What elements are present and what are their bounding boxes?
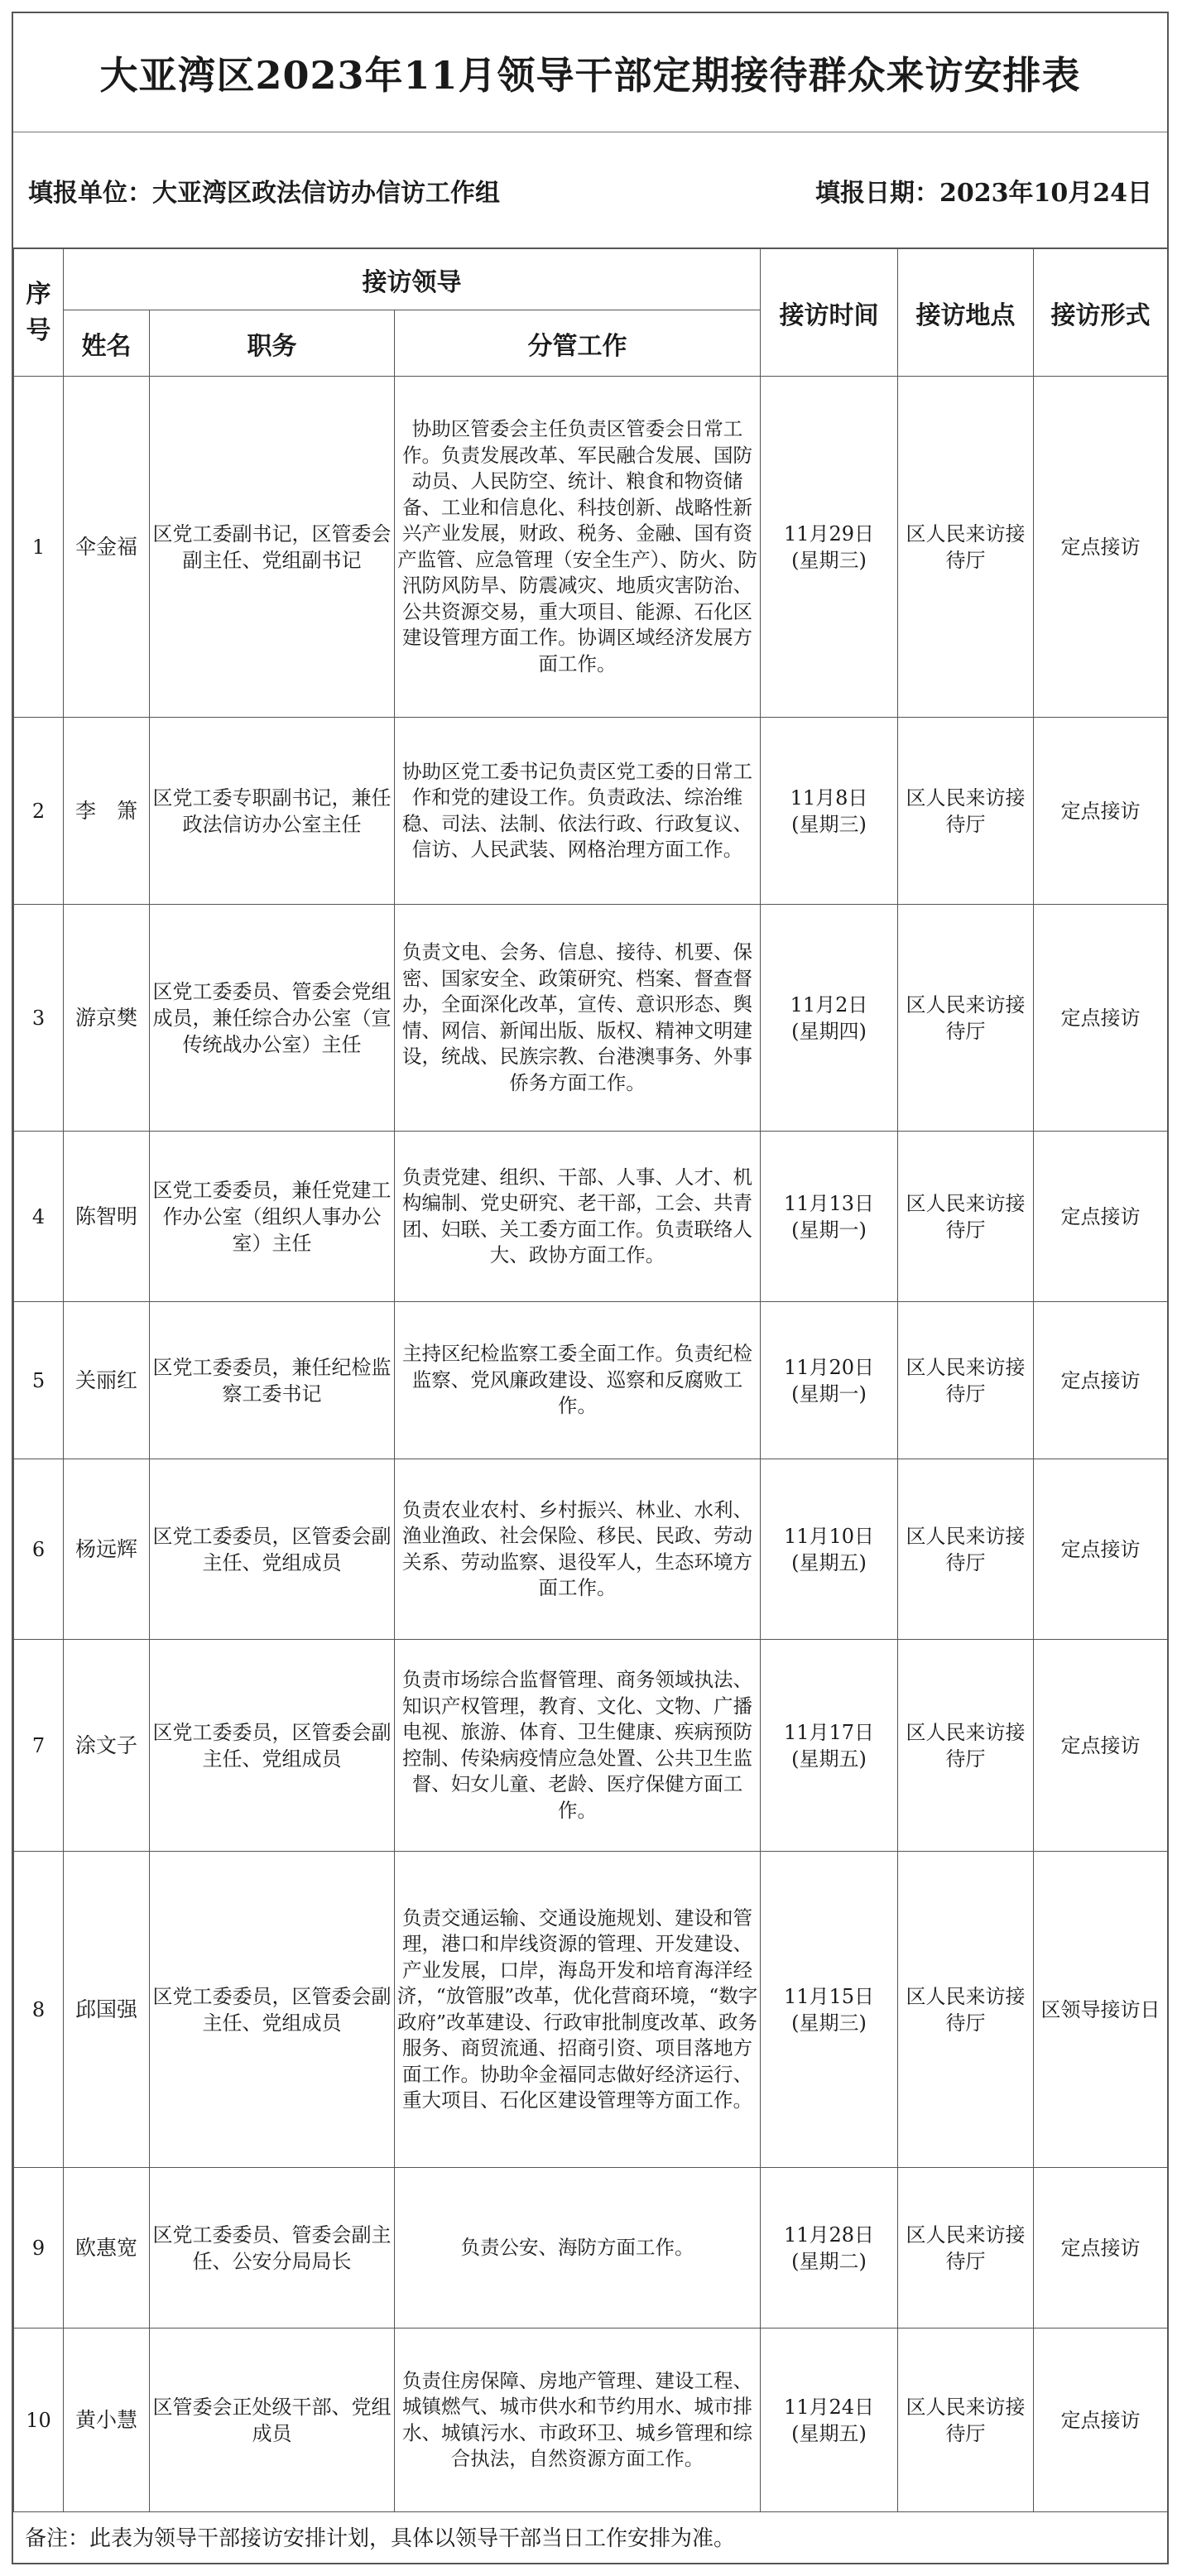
leader-name: 游京樊 bbox=[64, 905, 150, 1132]
visit-time bbox=[761, 1852, 898, 2168]
row-no: 10 bbox=[14, 2328, 64, 2512]
info-bar bbox=[13, 132, 1167, 248]
visit-date: 11月10日 bbox=[783, 1524, 875, 1548]
visit-date: 11月2日 bbox=[790, 992, 868, 1016]
visit-form: 定点接访 bbox=[1034, 905, 1168, 1132]
visit-form: 定点接访 bbox=[1034, 2328, 1168, 2512]
table-row bbox=[14, 1302, 1168, 1459]
table-row bbox=[14, 905, 1168, 1132]
leader-work: 负责市场综合监督管理、商务领域执法、知识产权管理，教育、文化、文物、广播电视、旅游、体育、卫生健康、疾病预防控制、传染病疫情应急处置、公共卫生监督、妇女儿童、老龄、医疗保健方面工作。 bbox=[395, 1640, 761, 1852]
leader-name: 邱国强 bbox=[64, 1852, 150, 2168]
visit-weekday: (星期一) bbox=[791, 1382, 867, 1406]
header-leader-group: 接访领导 bbox=[64, 249, 761, 310]
visit-date: 11月15日 bbox=[783, 1984, 875, 2008]
header-name: 姓名 bbox=[64, 310, 150, 377]
row-no: 4 bbox=[14, 1132, 64, 1302]
visit-time bbox=[761, 2328, 898, 2512]
leader-duty: 区管委会正处级干部、党组成员 bbox=[150, 2328, 395, 2512]
table-row bbox=[14, 718, 1168, 905]
visit-date: 11月13日 bbox=[783, 1191, 875, 1215]
row-no: 8 bbox=[14, 1852, 64, 2168]
visit-date: 11月28日 bbox=[783, 2223, 875, 2247]
visit-form: 定点接访 bbox=[1034, 1640, 1168, 1852]
visit-weekday: (星期五) bbox=[791, 1550, 867, 1574]
visit-weekday: (星期三) bbox=[791, 2011, 867, 2035]
visit-place: 区人民来访接待厅 bbox=[898, 1132, 1034, 1302]
leader-duty: 区党工委副书记，区管委会副主任、党组副书记 bbox=[150, 377, 395, 718]
visit-weekday: (星期三) bbox=[791, 548, 867, 572]
visit-weekday: (星期三) bbox=[791, 812, 867, 836]
document-frame bbox=[12, 12, 1169, 2564]
visit-weekday: (星期五) bbox=[791, 2421, 867, 2445]
visit-time bbox=[761, 905, 898, 1132]
visit-date: 11月24日 bbox=[783, 2395, 875, 2419]
reporting-date: 填报日期：2023年10月24日 bbox=[815, 179, 1152, 208]
visit-time bbox=[761, 1640, 898, 1852]
visit-place: 区人民来访接待厅 bbox=[898, 2168, 1034, 2328]
table-row bbox=[14, 2168, 1168, 2328]
header-work: 分管工作 bbox=[395, 310, 761, 377]
leader-work: 负责公安、海防方面工作。 bbox=[395, 2168, 761, 2328]
row-no: 5 bbox=[14, 1302, 64, 1459]
leader-name: 关丽红 bbox=[64, 1302, 150, 1459]
footnote: 备注：此表为领导干部接访安排计划，具体以领导干部当日工作安排为准。 bbox=[25, 2526, 736, 2551]
visit-weekday: (星期四) bbox=[791, 1019, 867, 1043]
leader-duty: 区党工委专职副书记，兼任政法信访办公室主任 bbox=[150, 718, 395, 905]
visit-time bbox=[761, 377, 898, 718]
table-row bbox=[14, 1132, 1168, 1302]
header-duty: 职务 bbox=[150, 310, 395, 377]
visit-form: 定点接访 bbox=[1034, 1302, 1168, 1459]
leader-work: 主持区纪检监察工委全面工作。负责纪检监察、党风廉政建设、巡察和反腐败工作。 bbox=[395, 1302, 761, 1459]
visit-date: 11月29日 bbox=[783, 521, 875, 545]
leader-duty: 区党工委委员，区管委会副主任、党组成员 bbox=[150, 1459, 395, 1640]
header-time: 接访时间 bbox=[761, 249, 898, 377]
visit-place: 区人民来访接待厅 bbox=[898, 2328, 1034, 2512]
visit-time bbox=[761, 1132, 898, 1302]
document-title: 大亚湾区2023年11月领导干部定期接待群众来访安排表 bbox=[13, 13, 1167, 132]
visit-place: 区人民来访接待厅 bbox=[898, 718, 1034, 905]
leader-name: 陈智明 bbox=[64, 1132, 150, 1302]
visit-place: 区人民来访接待厅 bbox=[898, 905, 1034, 1132]
leader-work: 协助区党工委书记负责区党工委的日常工作和党的建设工作。负责政法、综治维稳、司法、法制、依法行政、行政复议、信访、人民武装、网格治理方面工作。 bbox=[395, 718, 761, 905]
visit-form: 定点接访 bbox=[1034, 377, 1168, 718]
visit-place: 区人民来访接待厅 bbox=[898, 1852, 1034, 2168]
leader-name: 黄小慧 bbox=[64, 2328, 150, 2512]
reporting-unit: 填报单位：大亚湾区政法信访办信访工作组 bbox=[28, 179, 500, 208]
leader-work: 协助区管委会主任负责区管委会日常工作。负责发展改革、军民融合发展、国防动员、人民防空、统计、粮食和物资储备、工业和信息化、科技创新、战略性新兴产业发展，财政、税务、金融、国有资产监管、应急管理（安全生产）、防火、防汛防风防旱、防震减灾、地质灾害防治、公共资源交易，重大项目、能源、石化区建设管理方面工作。协调区域经济发展方面工作。 bbox=[395, 377, 761, 718]
visit-time bbox=[761, 1459, 898, 1640]
header-place: 接访地点 bbox=[898, 249, 1034, 377]
leader-work: 负责党建、组织、干部、人事、人才、机构编制、党史研究、老干部，工会、共青团、妇联、关工委方面工作。负责联络人大、政协方面工作。 bbox=[395, 1132, 761, 1302]
leader-duty: 区党工委委员，区管委会副主任、党组成员 bbox=[150, 1852, 395, 2168]
visit-weekday: (星期一) bbox=[791, 1218, 867, 1242]
visit-form: 定点接访 bbox=[1034, 1459, 1168, 1640]
visit-time bbox=[761, 718, 898, 905]
leader-duty: 区党工委委员、管委会副主任、公安分局局长 bbox=[150, 2168, 395, 2328]
leader-duty: 区党工委委员，兼任党建工作办公室（组织人事办公室）主任 bbox=[150, 1132, 395, 1302]
leader-name: 杨远辉 bbox=[64, 1459, 150, 1640]
visit-date: 11月17日 bbox=[783, 1720, 875, 1744]
table-row bbox=[14, 2328, 1168, 2512]
row-no: 3 bbox=[14, 905, 64, 1132]
leader-name: 涂文子 bbox=[64, 1640, 150, 1852]
header-no: 序号 bbox=[14, 249, 64, 377]
visit-date: 11月8日 bbox=[790, 786, 868, 810]
leader-work: 负责文电、会务、信息、接待、机要、保密、国家安全、政策研究、档案、督查督办，全面深化改革，宣传、意识形态、舆情、网信、新闻出版、版权、精神文明建设，统战、民族宗教、台港澳事务、外事侨务方面工作。 bbox=[395, 905, 761, 1132]
table-row bbox=[14, 377, 1168, 718]
visit-place: 区人民来访接待厅 bbox=[898, 1459, 1034, 1640]
visit-date: 11月20日 bbox=[783, 1355, 875, 1379]
visit-time bbox=[761, 2168, 898, 2328]
visit-place: 区人民来访接待厅 bbox=[898, 1640, 1034, 1852]
header-row-1 bbox=[14, 249, 1168, 310]
leader-work: 负责农业农村、乡村振兴、林业、水利、渔业渔政、社会保险、移民、民政、劳动关系、劳动监察、退役军人，生态环境方面工作。 bbox=[395, 1459, 761, 1640]
header-form: 接访形式 bbox=[1034, 249, 1168, 377]
visit-weekday: (星期五) bbox=[791, 1747, 867, 1771]
leader-name: 欧惠宽 bbox=[64, 2168, 150, 2328]
visit-weekday: (星期二) bbox=[791, 2249, 867, 2273]
visit-place: 区人民来访接待厅 bbox=[898, 377, 1034, 718]
row-no: 2 bbox=[14, 718, 64, 905]
visit-form: 定点接访 bbox=[1034, 2168, 1168, 2328]
table-row bbox=[14, 1640, 1168, 1852]
leader-name: 伞金福 bbox=[64, 377, 150, 718]
row-no: 1 bbox=[14, 377, 64, 718]
visit-form: 区领导接访日 bbox=[1034, 1852, 1168, 2168]
table-row bbox=[14, 1459, 1168, 1640]
table-row bbox=[14, 1852, 1168, 2168]
visit-time bbox=[761, 1302, 898, 1459]
leader-name: 李 箫 bbox=[64, 718, 150, 905]
leader-duty: 区党工委委员、管委会党组成员，兼任综合办公室（宣传统战办公室）主任 bbox=[150, 905, 395, 1132]
leader-work: 负责交通运输、交通设施规划、建设和管理，港口和岸线资源的管理、开发建设、产业发展，口岸，海岛开发和培育海洋经济，“放管服”改革，优化营商环境，“数字政府”改革建设、行政审批制度改革、政务服务、商贸流通、招商引资、项目落地方面工作。协助伞金福同志做好经济运行、重大项目、石化区建设管理等方面工作。 bbox=[395, 1852, 761, 2168]
leader-duty: 区党工委委员，区管委会副主任、党组成员 bbox=[150, 1640, 395, 1852]
row-no: 7 bbox=[14, 1640, 64, 1852]
row-no: 6 bbox=[14, 1459, 64, 1640]
leader-duty: 区党工委委员，兼任纪检监察工委书记 bbox=[150, 1302, 395, 1459]
leader-work: 负责住房保障、房地产管理、建设工程、城镇燃气、城市供水和节约用水、城市排水、城镇污水、市政环卫、城乡管理和综合执法，自然资源方面工作。 bbox=[395, 2328, 761, 2512]
visit-form: 定点接访 bbox=[1034, 1132, 1168, 1302]
schedule-table bbox=[13, 248, 1168, 2512]
visit-place: 区人民来访接待厅 bbox=[898, 1302, 1034, 1459]
visit-form: 定点接访 bbox=[1034, 718, 1168, 905]
row-no: 9 bbox=[14, 2168, 64, 2328]
